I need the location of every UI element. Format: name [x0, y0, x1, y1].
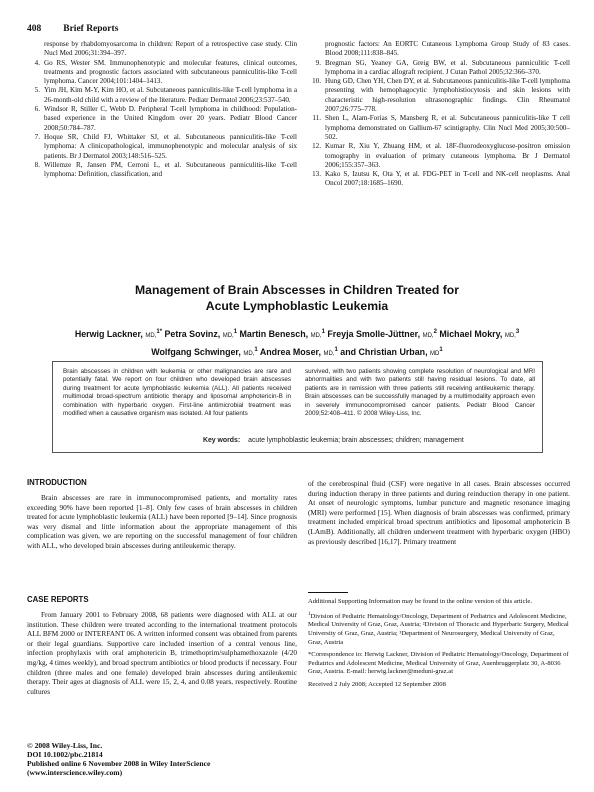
author: Michael Mokry, MD,$^3$	[439, 328, 520, 339]
received-note: Received 2 July 2008; Accepted 12 September 2008	[308, 680, 446, 688]
author: Wolfgang Schwinger, MD,$^1$	[151, 346, 258, 357]
reference-item: 9. Bregman SG, Yeaney GA, Greig BW, et al. Subcutaneous panniculitic T-cell lymphoma in a cardiac allograft recipient. J Cutan Pathol 2005;32:366–370.	[315, 58, 570, 76]
author: Martin Benesch, MD,$^1$	[239, 328, 325, 339]
footnote-divider	[308, 592, 348, 593]
reference-item: 10. Hung GD, Chen YH, Chen DY, et al. Subcutaneous panniculitis-like T-cell lymphoma presenting with hemophagocytic lymphohistiocytosis and skin lesions with characteristic high-resolution ultrasonographic findings. Clin Rheumatol 2007;26:775–778.	[312, 77, 570, 114]
reference-item: prognostic factors: An EORTC Cutaneous Lymphoma Group Study of 83 cases. Blood 2008;111:838–845.	[325, 40, 570, 58]
introduction-text: Brain abscesses are rare in immunocompromised patients, and mortality rates exceeding 90% have been reported [1–8]. Only few cases of brain abscesses in children treated for acute lymphoblastic leukemia (ALL) have been reported [9–14]. Since prognosis was very dismal and little information about the appropriate management of this complication was given, we are reporting on the successful management of four children with ALL, who developed brain abscesses during antileukemic therapy.	[27, 493, 297, 550]
journal-section: Brief Reports	[63, 24, 119, 34]
publisher-info	[27, 741, 297, 777]
author-list	[27, 325, 567, 361]
references-right-column	[308, 40, 570, 189]
correspondence-note: *Correspondence to: Herwig Lackner, Division of Pediatric Hematology/Oncology, Department of Pediatrics and Adolescent Medicine, Medical University of Graz, Auenbruggerplatz 30, A-8036 Graz, Austria. E-mail: herwig.lackner@meduni-graz.at	[308, 651, 569, 676]
reference-item: 13. Kako S, Izutsu K, Ota Y, et al. FDG-PET in T-cell and NK-cell neoplasms. Anal Oncol 2007;18:1685–1690.	[312, 170, 570, 188]
published-online: Published online 6 November 2008 in Wiley InterScience	[27, 759, 211, 768]
section-heading-case-reports: CASE REPORTS	[27, 595, 89, 604]
article-title: Management of Brain Abscesses in Children Treated for Acute Lymphoblastic Leukemia	[135, 283, 459, 313]
doi: DOI 10.1002/pbc.21814	[27, 750, 103, 759]
affiliations-note: $^1$Division of Pediatric Hematology/Oncology, Department of Pediatrics and Adolescent Medicine, Medical University of Graz, Graz, Austria; ²Division of Thoracic and Hyperbaric Surgery, Medical University of Graz, Graz, Austria; ³Department of Neurosurgery, Medical University of Graz, Graz, Austria	[308, 611, 569, 646]
author: Freyja Smolle-Jüttner, MD,$^2$	[327, 328, 437, 339]
reference-item: 12. Kumar R, Xiu Y, Zhuang HM, et al. 18F-fluorodeoxyglucose-positron emission tomography in evaluation of primary cutaneous lymphoma. Br J Dermatol 2006;155:357–363.	[312, 142, 570, 169]
reference-item: 11. Shen L, Alam-Forias S, Mansberg R, et al. Subcutaneous panniculitis-like T cell lymphoma demonstrated on Gallium-67 scintigraphy. Clin Nucl Med 2005;30:500–502.	[312, 114, 570, 141]
abstract-text-left: Brain abscesses in children with leukemia or other malignancies are rare and potentially fatal. We report on four children who developed brain abscesses during treatment for acute lymphoblastic leukemia (ALL). All patients received multimodal broad-spectrum antibiotic therapy and liposomal amphotericin-B in combination with hyperbaric oxygen. First-line antimicrobial treatment was modified when a causative organism was isolated. All four patients	[63, 368, 291, 418]
keywords-label: Key words:	[203, 437, 241, 444]
supporting-info-note: Additional Supporting Information may be found in the online version of this article.	[308, 598, 532, 605]
keywords-list: acute lymphoblastic leukemia; brain abscesses; children; management	[248, 437, 464, 444]
abstract-text-right: survived, with two patients showing complete resolution of neurological and MRI abnormalities and with two patients still having residual lesions. To date, all patients are in remission with three patients still receiving antileukemic therapy. Brain abscesses can be successfully managed by a multimodality approach even in severely immunocompromised cancer patients. Pediatr Blood Cancer 2009;52:408–411. © 2008 Wiley-Liss, Inc.	[305, 368, 535, 418]
copyright: © 2008 Wiley-Liss, Inc.	[27, 741, 103, 750]
keywords	[203, 437, 464, 444]
reference-item: 8. Willemze R, Jansen PM, Cerroni L, et al. Subcutaneous panniculitis-like T-cell lymphoma: Definition, classification, and	[34, 160, 297, 179]
author: Andrea Moser, MD,$^1$	[259, 346, 338, 357]
case-reports-text: From January 2001 to February 2008, 68 patients were diagnosed with ALL at our institution. These children were treated according to the international treatment protocols ALL BFM 2000 or INTERFANT 06. A written informed consent was obtained from parents or their legal guardians. Supportive care included insertion of a central venous line, infection prophylaxis with oral amphotericin B, trimethoprim/sulphamethoxazole (4/20 mg/kg, 4 times weekly), and broad spectrum antibiotics or blood products if necessary. Four children (three males and one female) developed brain abscesses during antileukemic therapy. Their ages at diagnosis of ALL were 15, 2, 4, and 0.08 years, respectively. Routine cultures	[27, 610, 297, 696]
page-header	[27, 24, 118, 34]
publisher-website: (www.interscience.wiley.com)	[27, 768, 123, 777]
author: Petra Sovinz, MD,$^1$	[164, 328, 238, 339]
abstract-box	[52, 361, 543, 453]
reference-item: 5. Yim JH, Kim M-Y, Kim HO, et al. Subcutaneous panniculitis-like T-cell lymphoma in a 26-month-old child with a review of the literature. Pediatr Dermatol 2006;23:537–540.	[34, 86, 297, 104]
section-heading-introduction: INTRODUCTION	[27, 478, 87, 487]
footnotes	[308, 598, 570, 694]
references-left-column	[27, 40, 297, 179]
page-number: 408	[27, 24, 42, 34]
reference-item: response by rhabdomyosarcoma in children: Report of a retrospective case study. Clin Nucl Med 2006;31:394–397.	[44, 40, 297, 58]
reference-item: 7. Hoque SR, Child FJ, Whittaker SJ, et al. Subcutaneous panniculitis-like T-cell lymphoma: A clinicopathological, immunophenotypic and molecular analysis of six patients. Br J Dermatol 2003;148:516–525.	[34, 132, 297, 160]
reference-item: 6. Windsor R, Stiller C, Webb D. Peripheral T-cell lymphoma in childhood: Population-based experience in the United Kingdom over 20 years. Pediatr Blood Cancer 2008;50:784–787.	[34, 105, 297, 132]
author: and Christian Urban, $MD^1$	[340, 346, 443, 357]
body-text-right-column: of the cerebrospinal fluid (CSF) were negative in all cases. Brain abscesses occurred during induction therapy in three patients and during reinduction therapy in one patient. At onset of neurologic symptoms, lumbar puncture and magnetic resonance imaging (MRI) were performed [15]. When diagnosis of brain abscesses was confirmed, primary treatment included empirical broad spectrum antibiotics and liposomal amphotericin B (LAmB). Additionally, all children underwent treatment with hyperbaric oxygen (HBO) as previously described [16,17]. Primary treatment	[308, 479, 570, 546]
reference-item: 4. Go RS, Wester SM. Immunophenotypic and molecular features, clinical outcomes, treatments and prognostic factors associated with subcutaneous panniculitis-like T-cell lymphoma. Cancer 2004;101:1404–1413.	[34, 58, 297, 86]
author: Herwig Lackner, MD,$^{1*}$	[74, 328, 163, 339]
